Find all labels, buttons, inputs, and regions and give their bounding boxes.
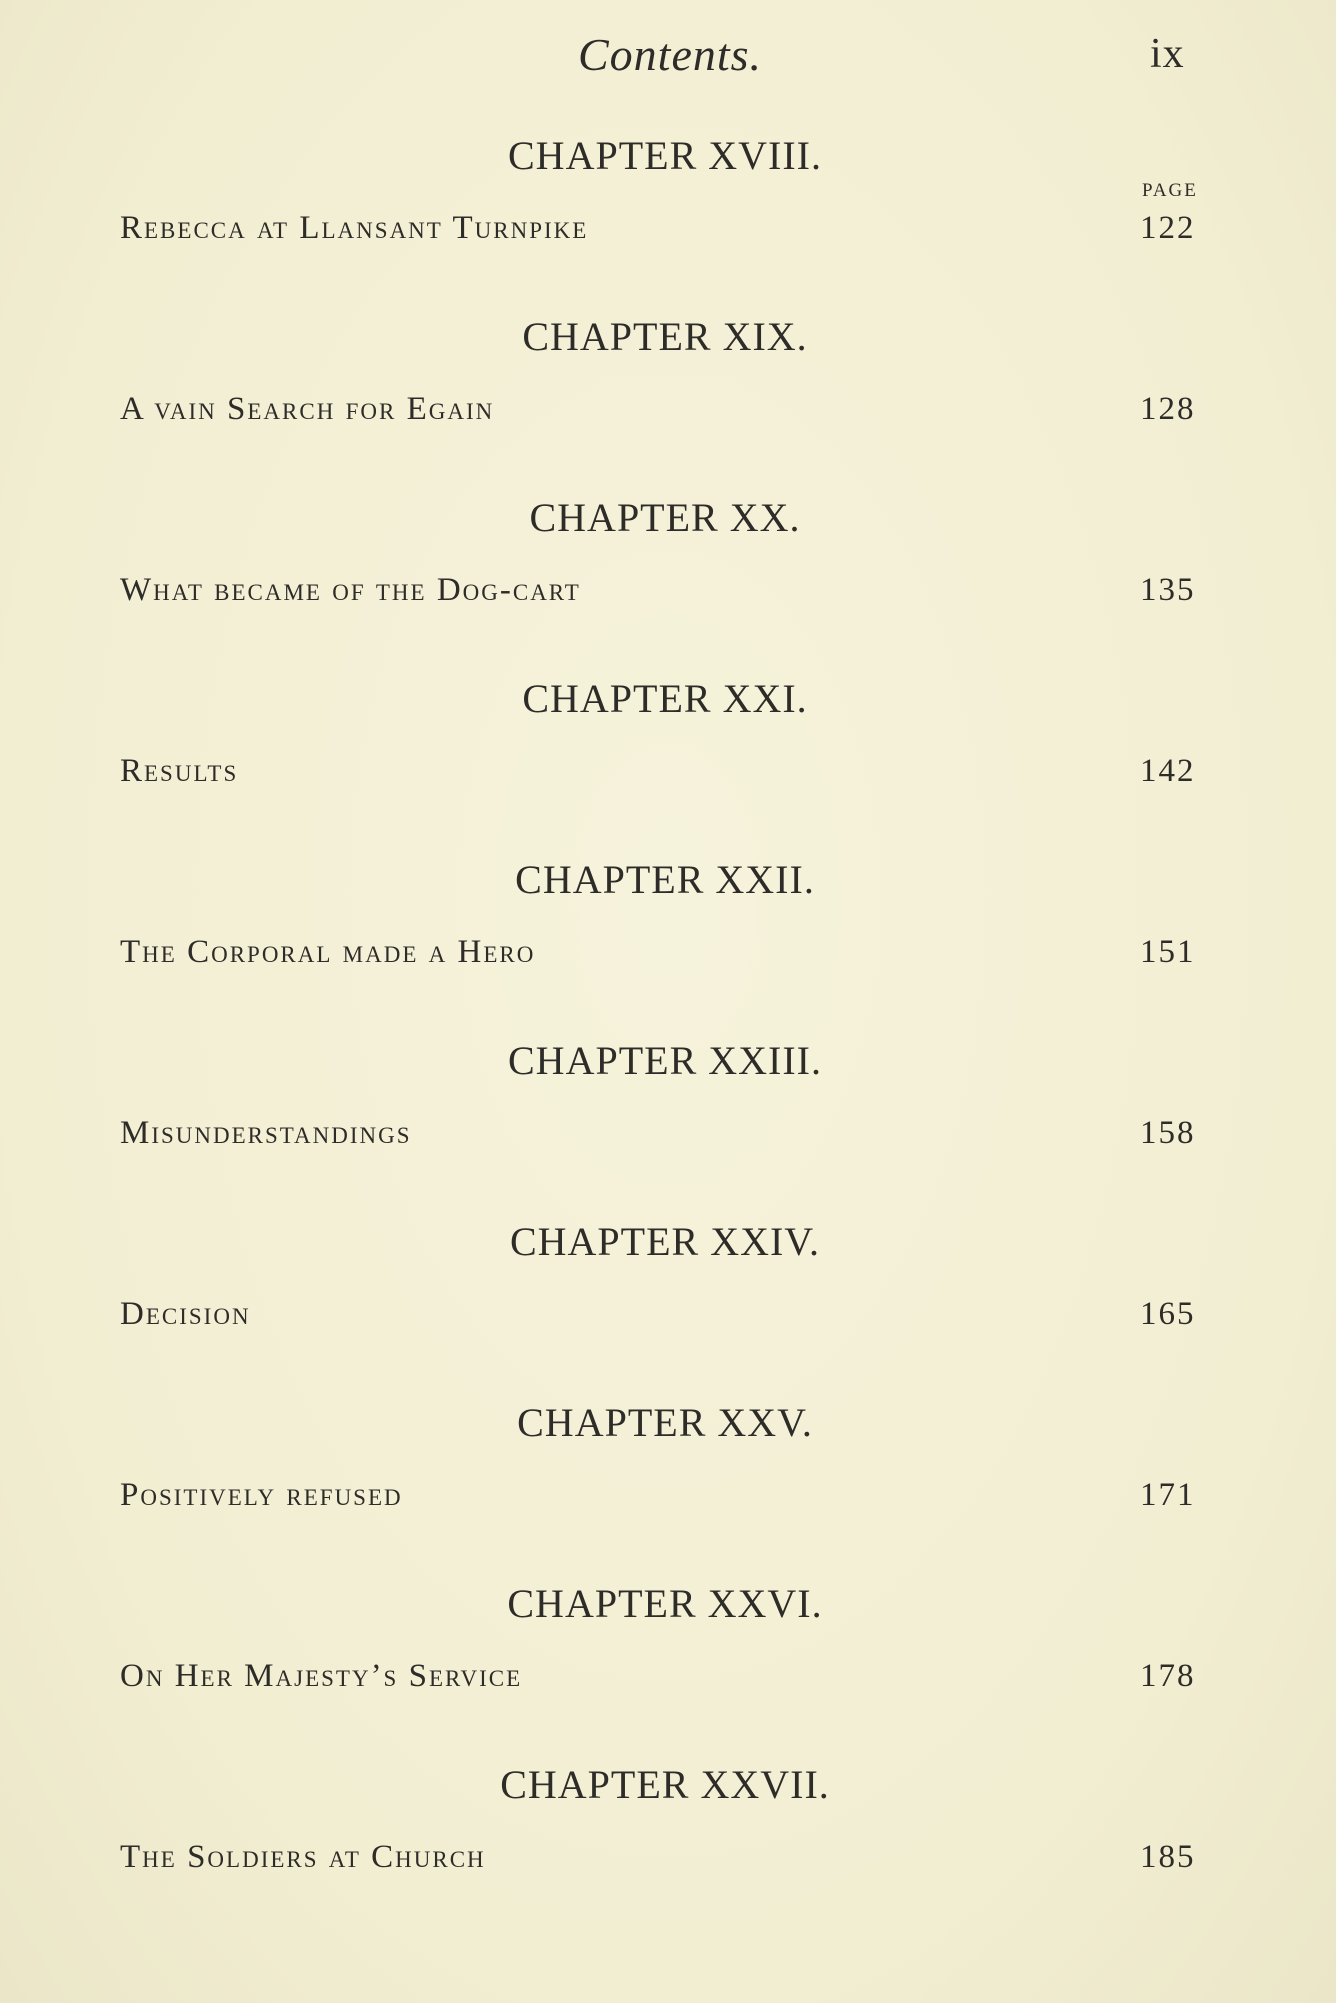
entry-page-number: 185 [1140, 1839, 1196, 1875]
entry-page-number: 142 [1140, 753, 1196, 789]
chapter-heading: CHAPTER XXIII. [508, 1038, 822, 1083]
toc-entry [120, 202, 1210, 252]
toc-entry [120, 1469, 1210, 1519]
toc-entry [120, 1831, 1210, 1881]
toc-entry [120, 1288, 1210, 1338]
entry-title: Results [120, 753, 239, 789]
entry-title: Rebecca at Llansant Turnpike [120, 210, 589, 246]
dot-leader [550, 1650, 1130, 1686]
running-head [0, 28, 1336, 88]
entry-title: The Corporal made a Hero [120, 934, 536, 970]
chapter-heading: CHAPTER XXIV. [509, 1219, 821, 1264]
chapter-block [120, 1399, 1210, 1539]
entry-title: Decision [120, 1296, 251, 1332]
entry-page-number: 135 [1140, 572, 1196, 608]
entry-title: A vain Search for Egain [120, 391, 495, 427]
chapter-block [120, 132, 1210, 272]
running-title: Contents. [578, 29, 763, 80]
chapter-block [120, 313, 1210, 453]
entry-title: On Her Majesty’s Service [120, 1658, 523, 1694]
entry-page-number: 128 [1140, 391, 1196, 427]
chapter-block [120, 675, 1210, 815]
entry-title: Misunderstandings [120, 1115, 412, 1151]
chapter-heading: CHAPTER XXVII. [500, 1762, 830, 1807]
toc-entry [120, 564, 1210, 614]
chapter-block [120, 856, 1210, 996]
entry-page-number: 165 [1140, 1296, 1196, 1332]
entry-page-number: 122 [1140, 210, 1196, 246]
dot-leader [616, 202, 1130, 238]
chapter-heading: CHAPTER XXII. [515, 857, 815, 902]
chapter-heading: CHAPTER XXI. [522, 676, 808, 721]
chapter-heading: CHAPTER XX. [529, 495, 801, 540]
entry-page-number: 171 [1140, 1477, 1196, 1513]
chapter-heading: CHAPTER XVIII. [508, 133, 822, 178]
entry-title: What became of the Dog-cart [120, 572, 581, 608]
folio-number: ix [1150, 31, 1185, 77]
dot-leader [279, 1288, 1130, 1324]
toc-entry [120, 1650, 1210, 1700]
entry-page-number: 151 [1140, 934, 1196, 970]
entry-page-number: 158 [1140, 1115, 1196, 1151]
toc-entry [120, 383, 1210, 433]
dot-leader [514, 1831, 1130, 1867]
dot-leader [563, 926, 1130, 962]
chapter-block [120, 1580, 1210, 1720]
dot-leader [522, 383, 1130, 419]
chapter-heading: CHAPTER XXV. [517, 1400, 813, 1445]
toc-entry [120, 1107, 1210, 1157]
dot-leader [440, 1107, 1130, 1143]
chapter-heading: CHAPTER XXVI. [507, 1581, 823, 1626]
toc-entry [120, 926, 1210, 976]
dot-leader [609, 564, 1130, 600]
dot-leader [431, 1469, 1130, 1505]
page-column-label: PAGE [1142, 180, 1198, 201]
chapter-block [120, 1037, 1210, 1177]
toc-entry [120, 745, 1210, 795]
chapter-heading: CHAPTER XIX. [522, 314, 808, 359]
chapter-block [120, 494, 1210, 634]
entry-page-number: 178 [1140, 1658, 1196, 1694]
entry-title: The Soldiers at Church [120, 1839, 486, 1875]
dot-leader [266, 745, 1130, 781]
entry-title: Positively refused [120, 1477, 403, 1513]
chapter-block [120, 1218, 1210, 1358]
chapter-block [120, 1761, 1210, 1901]
